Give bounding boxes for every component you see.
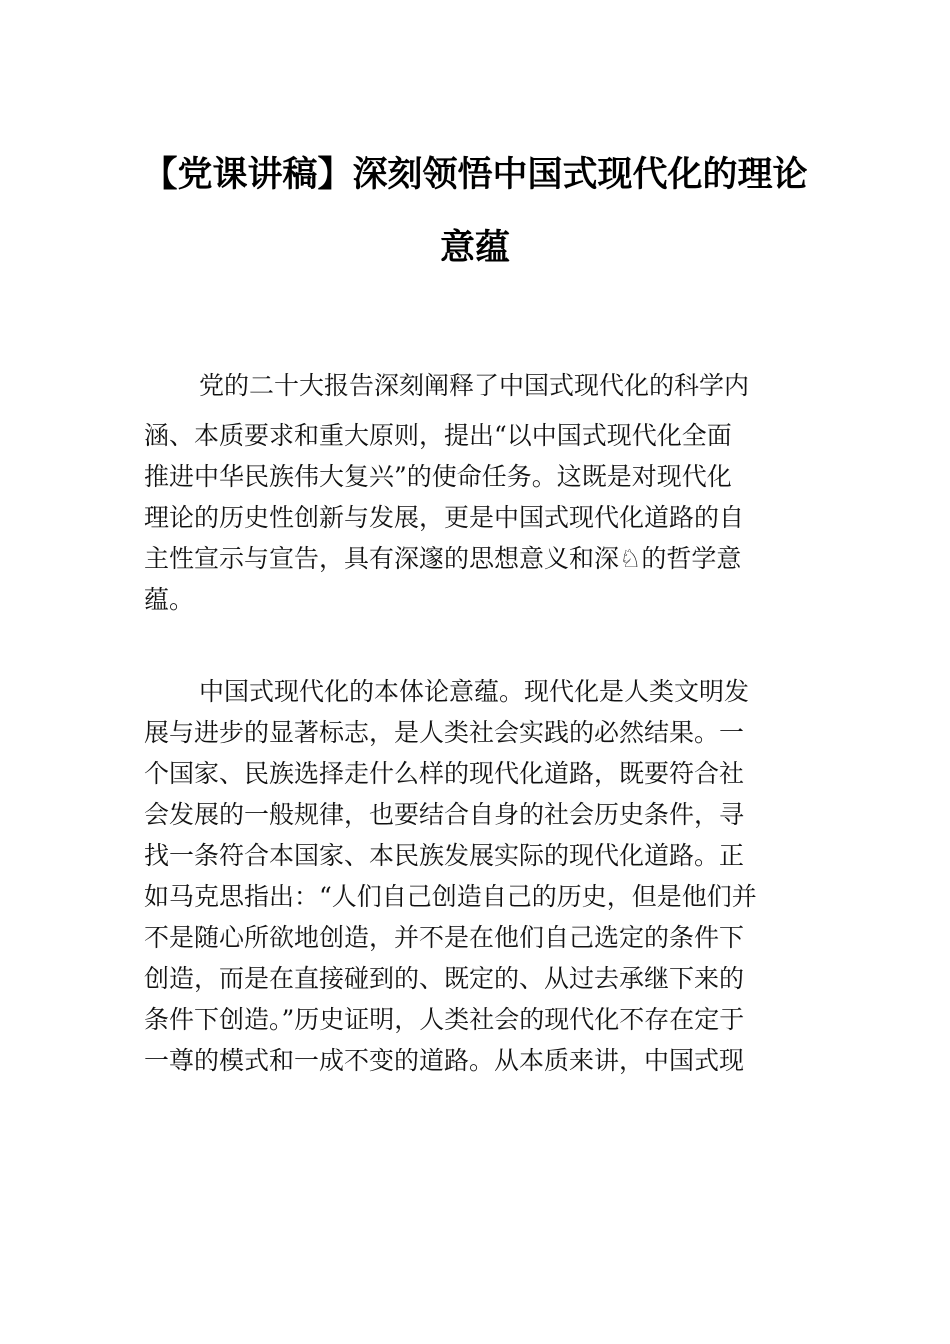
paragraph-line: 会发展的一般规律，也要结合自身的社会历史条件，寻: [144, 800, 745, 829]
paragraph-line: 蕴。: [144, 585, 195, 614]
paragraph-line: 创造，而是在直接碰到的、既定的、从过去承继下来的: [144, 964, 745, 993]
document-title-line-2: 意蕴: [439, 227, 510, 268]
paragraph-line: 展与进步的显著标志，是人类社会实践的必然结果。一: [144, 718, 745, 747]
paragraph-line: 如马克思指出：“人们自己创造自己的历史，但是他们并: [144, 882, 757, 911]
paragraph-line: 个国家、民族选择走什么样的现代化道路，既要符合社: [144, 759, 745, 788]
paragraph-line: 不是随心所欲地创造，并不是在他们自己选定的条件下: [144, 923, 745, 952]
paragraph-line: 党的二十大报告深刻阐释了中国式现代化的科学内: [199, 371, 750, 400]
paragraph-line: 主性宣示与宣告，具有深邃的思想意义和深♘的哲学意: [144, 544, 742, 573]
paragraph-line: 涵、本质要求和重大原则，提出“以中国式现代化全面: [144, 421, 732, 450]
paragraph-line: 条件下创造。”历史证明，人类社会的现代化不存在定于: [144, 1005, 745, 1034]
paragraph-line: 一尊的模式和一成不变的道路。从本质来讲，中国式现: [144, 1046, 745, 1075]
paragraph-line: 中国式现代化的本体论意蕴。现代化是人类文明发: [199, 677, 750, 706]
paragraph-line: 推进中华民族伟大复兴”的使命任务。这既是对现代化: [144, 462, 732, 491]
document-title-line-1: 【党课讲稿】深刻领悟中国式现代化的理论: [142, 154, 808, 195]
paragraph-line: 找一条符合本国家、本民族发展实际的现代化道路。正: [144, 841, 745, 870]
paragraph-line: 理论的历史性创新与发展，更是中国式现代化道路的自: [144, 503, 745, 532]
